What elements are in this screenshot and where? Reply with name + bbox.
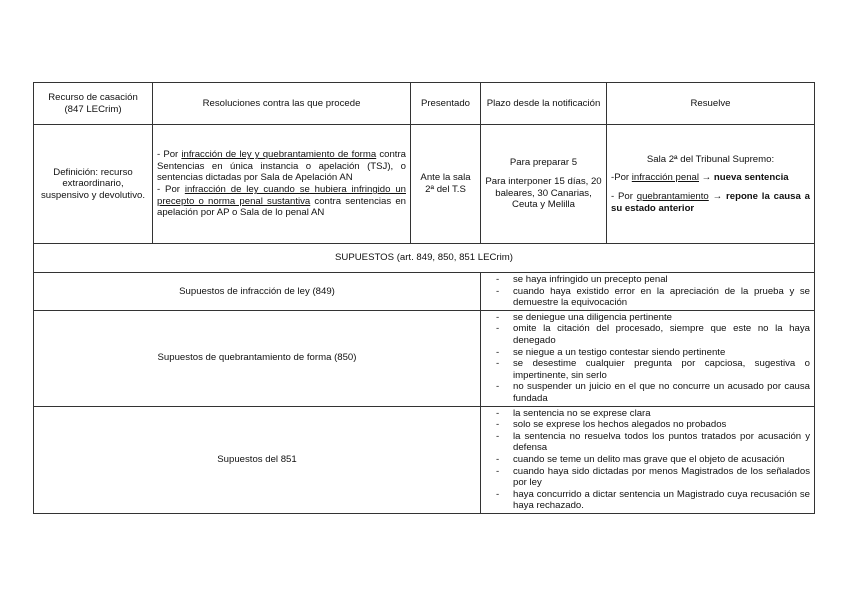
supuestos-849-list-cell bbox=[481, 273, 815, 311]
header-plazo: Plazo desde la notificación bbox=[481, 83, 607, 125]
supuestos-heading-row bbox=[34, 244, 815, 273]
header-row bbox=[34, 83, 815, 125]
list-item: - cuando se teme un delito mas grave que el objeto de acusación bbox=[485, 454, 810, 466]
resuelve-2-prefix: - Por bbox=[611, 191, 637, 202]
resuelve-1-prefix: -Por bbox=[611, 172, 632, 184]
resolucion-2-prefix: - Por bbox=[157, 184, 185, 195]
plazo-interponer: Para interponer 15 días, 20 baleares, 30 Canarias, Ceuta y Melilla bbox=[485, 175, 602, 211]
supuestos-heading: SUPUESTOS (art. 849, 850, 851 LECrim) bbox=[34, 244, 815, 273]
list-item: - se desestime cualquier pregunta por capciosa, sugestiva o impertinente, sin serlo bbox=[485, 358, 810, 381]
resolucion-1-prefix: - Por bbox=[157, 149, 182, 161]
resuelve-2-rest: → repone la causa a su estado anterior bbox=[611, 191, 810, 214]
supuestos-851-list-cell bbox=[481, 406, 815, 513]
resoluciones-cell bbox=[153, 125, 411, 244]
list-item: - la sentencia no se exprese clara bbox=[485, 408, 810, 420]
resuelve-2-underlined: quebrantamiento bbox=[636, 191, 709, 202]
list-item: - no suspender un juicio en el que no concurre un acusado por causa fundada bbox=[485, 381, 810, 404]
supuestos-850-list-cell bbox=[481, 310, 815, 406]
plazo-cell bbox=[481, 125, 607, 244]
definition-label: Definición: recurso extraordinario, suspensivo y devolutivo. bbox=[34, 125, 153, 244]
definition-row bbox=[34, 125, 815, 244]
resuelve-1-rest: → nueva sentencia bbox=[699, 172, 789, 184]
plazo-preparar: Para preparar 5 bbox=[509, 157, 578, 169]
header-resuelve: Resuelve bbox=[607, 83, 815, 125]
resolucion-1-underlined: infracción de ley y quebrantamiento de forma bbox=[181, 149, 377, 161]
resolucion-1-rest: contra Sentencias en única instancia o apelación (TSJ), o sentencias dictadas por Sala de Apelación AN bbox=[157, 149, 406, 184]
resolucion-2-rest: contra sentencias en apelación por AP o Sala de lo penal AN bbox=[157, 195, 406, 219]
supuestos-851-row bbox=[34, 406, 815, 513]
header-resoluciones: Resoluciones contra las que procede bbox=[153, 83, 411, 125]
list-item: - se deniegue una diligencia pertinente bbox=[485, 312, 810, 324]
supuestos-849-label: Supuestos de infracción de ley (849) bbox=[34, 273, 481, 311]
supuestos-850-list bbox=[485, 312, 810, 405]
resuelve-cell bbox=[607, 125, 815, 244]
list-item: - se niegue a un testigo contestar siendo pertinente bbox=[485, 347, 810, 359]
supuestos-850-row bbox=[34, 310, 815, 406]
casacion-table bbox=[33, 82, 815, 514]
resuelve-quebrantamiento bbox=[611, 191, 810, 214]
list-item: - cuando haya sido dictadas por menos Magistrados de los señalados por ley bbox=[485, 466, 810, 489]
resuelve-infraccion bbox=[611, 172, 810, 184]
list-item: - solo se exprese los hechos alegados no probados bbox=[485, 419, 810, 431]
supuestos-849-list bbox=[485, 274, 810, 309]
list-item: - omite la citación del procesado, siempre que este no la haya denegado bbox=[485, 323, 810, 346]
resolucion-1 bbox=[157, 149, 406, 184]
list-item: - la sentencia no resuelva todos los puntos tratados por acusación y defensa bbox=[485, 431, 810, 454]
resuelve-1-underlined: infracción penal bbox=[631, 172, 699, 184]
supuestos-850-label: Supuestos de quebrantamiento de forma (850) bbox=[34, 310, 481, 406]
presentado-cell: Ante la sala 2ª del T.S bbox=[411, 125, 481, 244]
list-item: - se haya infringido un precepto penal bbox=[485, 274, 810, 286]
resolucion-2 bbox=[157, 184, 406, 219]
resuelve-title: Sala 2ª del Tribunal Supremo: bbox=[646, 153, 775, 165]
header-recurso: Recurso de casación (847 LECrim) bbox=[34, 83, 153, 125]
supuestos-851-list bbox=[485, 408, 810, 512]
supuestos-849-row bbox=[34, 273, 815, 311]
resolucion-2-underlined: infracción de ley cuando se hubiera infringido un precepto o norma penal sustantiva bbox=[157, 184, 406, 207]
supuestos-851-label: Supuestos del 851 bbox=[34, 406, 481, 513]
list-item: - haya concurrido a dictar sentencia un Magistrado cuya recusación se haya rechazado. bbox=[485, 489, 810, 512]
list-item: - cuando haya existido error en la apreciación de la prueba y se demuestre la equivocación bbox=[485, 286, 810, 309]
header-presentado: Presentado bbox=[411, 83, 481, 125]
